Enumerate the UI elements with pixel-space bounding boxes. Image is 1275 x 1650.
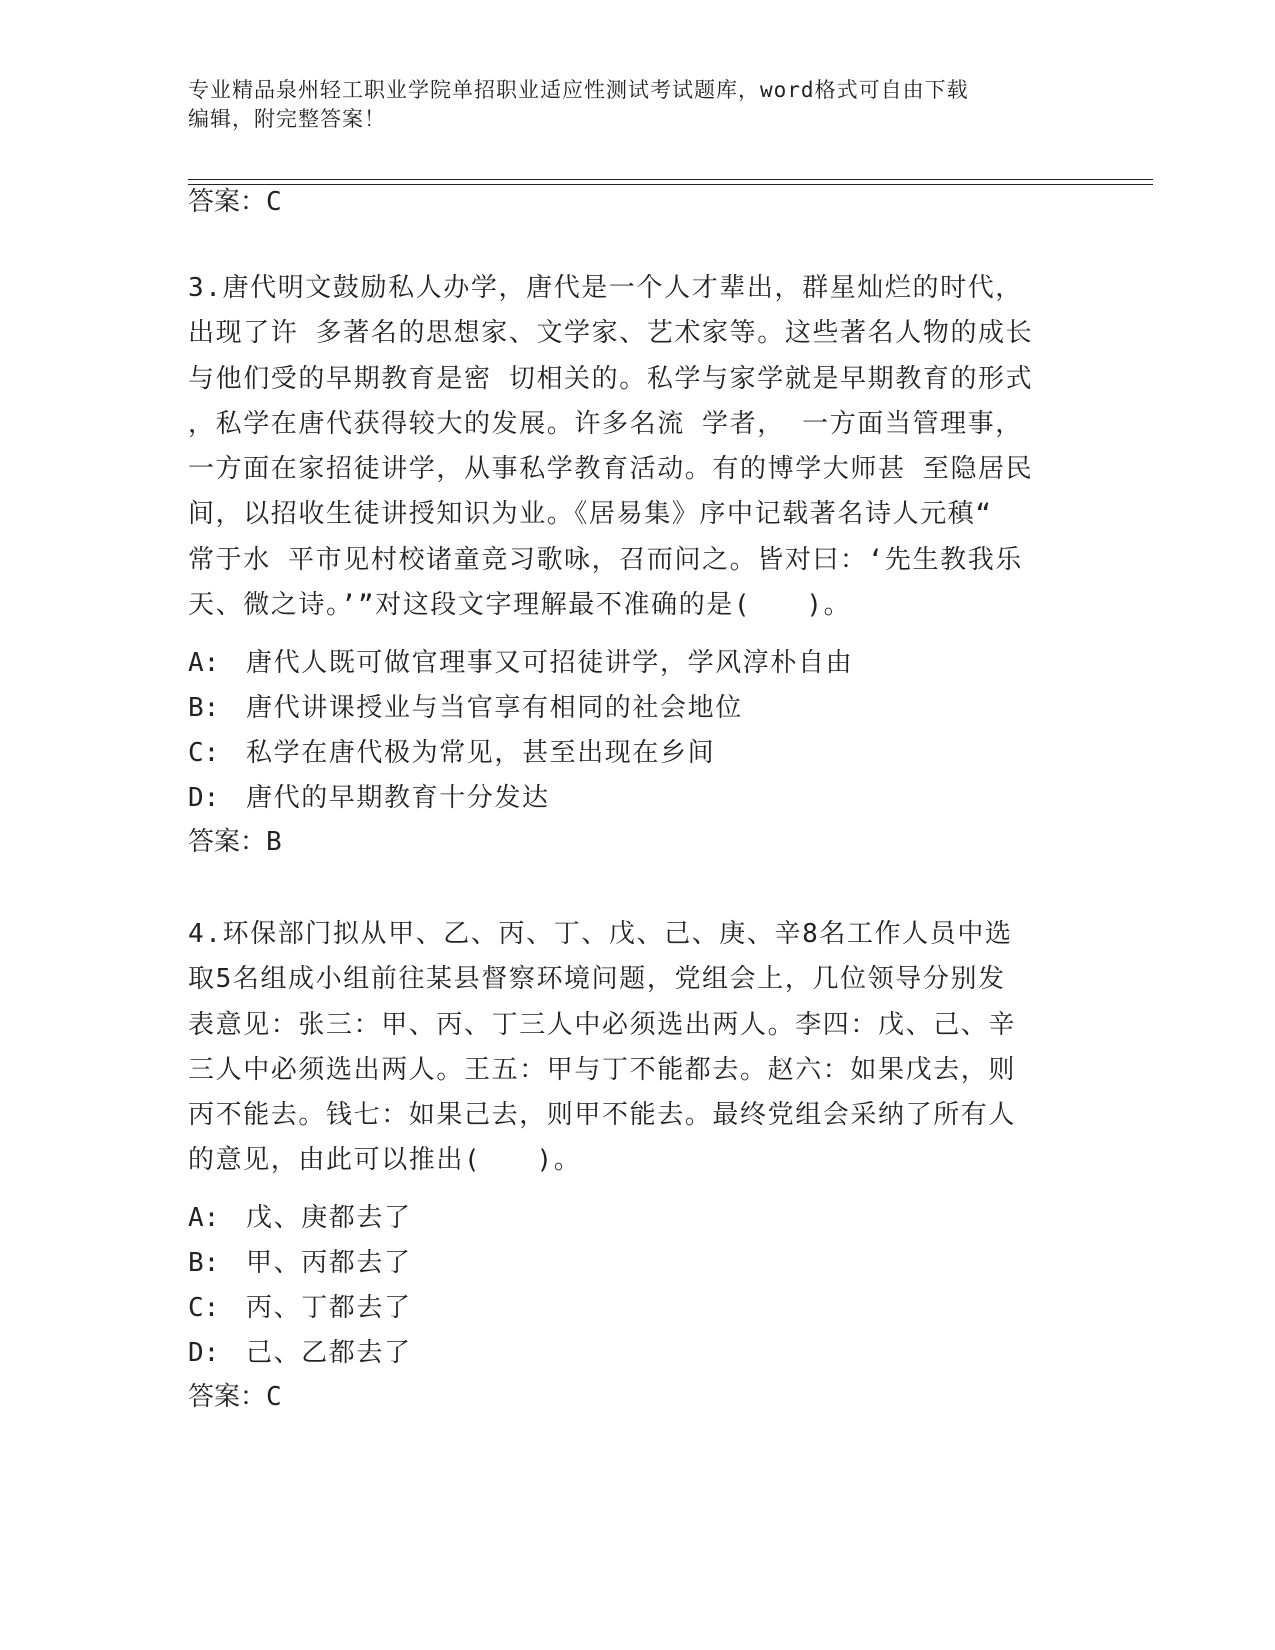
header-rule-top — [188, 179, 1153, 180]
question-4-line: 4.环保部门拟从甲、乙、丙、丁、戊、己、庚、辛8名工作人员中选 — [188, 919, 1013, 949]
option-key: A: — [188, 1203, 220, 1233]
question-4-line: 表意见：张三：甲、丙、丁三人中必须选出两人。李四：戊、己、辛 — [188, 1009, 1017, 1040]
option-text: 唐代人既可做官理事又可招徒讲学，学风淳朴自由 — [246, 648, 854, 678]
question-4-stem — [188, 912, 1078, 1184]
page-header — [188, 76, 1078, 134]
option-key: D: — [188, 1338, 220, 1368]
question-3-line: 与他们受的早期教育是密 切相关的。私学与家学就是早期教育的形式 — [188, 363, 1034, 394]
question-3-answer: 答案：B — [188, 827, 282, 857]
option-text: 唐代讲课授业与当官享有相同的社会地位 — [246, 693, 743, 723]
question-4-option-a — [188, 1200, 412, 1236]
option-key: B: — [188, 693, 220, 723]
question-4-line: 丙不能去。钱七：如果己去，则甲不能去。最终党组会采纳了所有人 — [188, 1100, 1017, 1131]
question-3-line: 一方面在家招徒讲学，从事私学教育活动。有的博学大师甚 至隐居民 — [188, 454, 1034, 485]
question-4-option-c — [188, 1290, 412, 1326]
question-3-line: 3.唐代明文鼓励私人办学，唐代是一个人才辈出，群星灿烂的时代， — [188, 273, 1023, 303]
question-3-line: ，私学在唐代获得较大的发展。许多名流 学者， 一方面当管理事， — [188, 408, 1023, 439]
option-key: B: — [188, 1248, 220, 1278]
option-text: 唐代的早期教育十分发达 — [246, 783, 550, 813]
question-3-option-c — [188, 735, 715, 771]
question-3-option-a — [188, 645, 853, 681]
option-key: D: — [188, 783, 220, 813]
question-3-line: 天、微之诗。’”对这段文字理解最不准确的是( )。 — [188, 590, 852, 621]
option-text: 己、乙都去了 — [246, 1338, 412, 1368]
option-text: 戊、庚都去了 — [246, 1203, 412, 1233]
question-4-line: 取5名组成小组前往某县督察环境问题，党组会上，几位领导分别发 — [188, 964, 1006, 995]
prev-answer: 答案：C — [188, 187, 282, 217]
question-3-stem — [188, 266, 1078, 628]
question-4-option-b — [188, 1245, 412, 1281]
header-line-2: 编辑，附完整答案！ — [188, 107, 386, 131]
question-4-line: 三人中必须选出两人。王五：甲与丁不能都去。赵六：如果戊去，则 — [188, 1054, 1017, 1085]
option-key: A: — [188, 648, 220, 678]
option-key: C: — [188, 738, 220, 768]
question-3-line: 间，以招收生徒讲授知识为业。《居易集》序中记载著名诗人元稹“ — [188, 499, 993, 530]
question-4-answer: 答案：C — [188, 1382, 282, 1412]
question-4-line: 的意见，由此可以推出( )。 — [188, 1145, 582, 1176]
option-text: 甲、丙都去了 — [246, 1248, 412, 1278]
question-3-line: 常于水 平市见村校诸童竞习歌咏，召而问之。皆对曰：‘先生教我乐 — [188, 544, 1023, 575]
question-3-option-b — [188, 690, 743, 726]
option-key: C: — [188, 1293, 220, 1323]
question-3-option-d — [188, 780, 550, 816]
header-rule-bottom — [188, 184, 1153, 185]
option-text: 私学在唐代极为常见，甚至出现在乡间 — [246, 738, 716, 768]
header-line-1: 专业精品泉州轻工职业学院单招职业适应性测试考试题库，word格式可自由下载 — [188, 78, 969, 102]
question-4-option-d — [188, 1335, 412, 1371]
option-text: 丙、丁都去了 — [246, 1293, 412, 1323]
question-3-line: 出现了许 多著名的思想家、文学家、艺术家等。这些著名人物的成长 — [188, 318, 1034, 349]
